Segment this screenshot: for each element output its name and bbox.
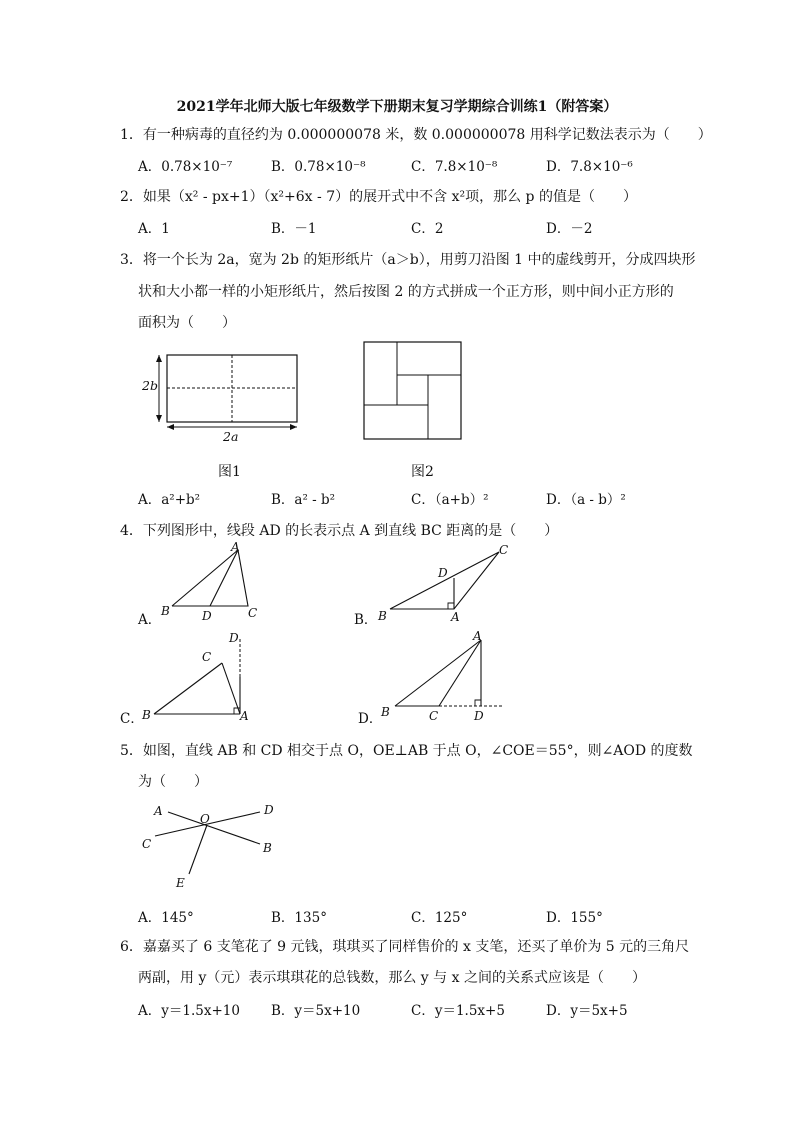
q4-figure-a — [160, 540, 270, 623]
svg-text:A: A — [231, 540, 240, 554]
q5-stem-line2: 为（ ） — [138, 774, 208, 790]
svg-text:C: C — [202, 650, 212, 664]
svg-text:A: A — [240, 709, 249, 723]
q3-stem-line3: 面积为（ ） — [138, 315, 236, 331]
q1-option-b: B．0.78×10⁻⁸ — [271, 159, 366, 175]
q2-option-d: D．－2 — [546, 221, 593, 237]
svg-text:B: B — [378, 609, 387, 623]
q4-stem: 4．下列图形中，线段 AD 的长表示点 A 到直线 BC 距离的是（ ） — [120, 523, 559, 539]
q4-option-c: C． — [120, 711, 144, 727]
q5-stem-line1: 5．如图，直线 AB 和 CD 相交于点 O，OE⊥AB 于点 O，∠COE＝55°，则∠AOD 的度数 — [120, 743, 693, 759]
q5-option-a: A．145° — [138, 910, 194, 926]
q6-option-b: B．y＝5x+10 — [271, 1003, 361, 1019]
q3-option-c: C．（a+b）² — [411, 492, 489, 508]
q2-stem: 2．如果（x² - px+1）（x²+6x - 7）的展开式中不含 x²项，那么 p 的值是（ ） — [120, 189, 637, 205]
svg-text:O: O — [200, 812, 210, 826]
svg-text:C: C — [248, 606, 258, 620]
q1-option-a: A．0.78×10⁻⁷ — [138, 159, 233, 175]
q5-option-d: D．155° — [546, 910, 603, 926]
svg-text:B: B — [161, 604, 170, 618]
q3-figure-2 — [360, 338, 470, 448]
svg-text:E: E — [176, 876, 185, 890]
q1-option-d: D．7.8×10⁻⁶ — [546, 159, 633, 175]
svg-text:C: C — [142, 837, 152, 851]
q6-option-c: C．y＝1.5x+5 — [411, 1003, 505, 1019]
q5-option-c: C．125° — [411, 910, 468, 926]
q6-option-d: D．y＝5x+5 — [546, 1003, 628, 1019]
q3-option-b: B．a² - b² — [271, 492, 336, 508]
svg-text:D: D — [229, 631, 239, 645]
q1-option-c: C．7.8×10⁻⁸ — [411, 159, 498, 175]
q2-option-c: C．2 — [411, 221, 444, 237]
q4-option-d: D． — [358, 711, 383, 727]
svg-text:A: A — [451, 610, 460, 624]
q4-figure-b — [375, 540, 525, 625]
svg-text:D: D — [202, 609, 212, 623]
q3-fig1-caption: 图1 — [218, 464, 241, 480]
q3-option-d: D．（a - b）² — [546, 492, 626, 508]
q2-option-b: B．－1 — [271, 221, 317, 237]
q1-stem: 1．有一种病毒的直径约为 0.000000078 米，数 0.000000078 用科学记数法表示为（ ） — [120, 127, 712, 143]
svg-text:D: D — [264, 803, 274, 817]
svg-text:A: A — [473, 629, 482, 643]
svg-text:B: B — [381, 705, 390, 719]
q2-option-a: A．1 — [138, 221, 170, 237]
q3-fig1-height-label: 2b — [142, 378, 158, 393]
q4-figure-c — [140, 628, 260, 723]
q3-fig2-caption: 图2 — [411, 464, 434, 480]
svg-text:D: D — [474, 709, 484, 723]
paper-title: 2021学年北师大版七年级数学下册期末复习学期综合训练1（附答案） — [176, 99, 618, 115]
q4-option-b: B． — [354, 612, 378, 628]
svg-text:C: C — [429, 709, 439, 723]
svg-text:B: B — [263, 841, 272, 855]
q3-fig1-width-label: 2a — [223, 429, 239, 444]
svg-text:D: D — [438, 566, 448, 580]
svg-text:B: B — [142, 708, 151, 722]
q3-option-a: A．a²+b² — [138, 492, 201, 508]
q6-stem-line2: 两副，用 y（元）表示琪琪花的总钱数，那么 y 与 x 之间的关系式应该是（ ） — [138, 970, 646, 986]
q3-stem-line1: 3．将一个长为 2a，宽为 2b 的矩形纸片（a＞b），用剪刀沿图 1 中的虚线剪开，分成四块形 — [120, 252, 696, 268]
q5-figure — [138, 798, 288, 893]
q4-figure-d — [377, 628, 517, 723]
q5-option-b: B．135° — [271, 910, 327, 926]
svg-text:A: A — [154, 804, 163, 818]
svg-text:C: C — [499, 543, 509, 557]
q6-option-a: A．y＝1.5x+10 — [138, 1003, 240, 1019]
q3-stem-line2: 状和大小都一样的小矩形纸片，然后按图 2 的方式拼成一个正方形，则中间小正方形的 — [138, 284, 674, 300]
q4-option-a: A． — [138, 612, 162, 628]
q6-stem-line1: 6．嘉嘉买了 6 支笔花了 9 元钱，琪琪买了同样售价的 x 支笔，还买了单价为 5 元的三角尺 — [120, 939, 690, 955]
